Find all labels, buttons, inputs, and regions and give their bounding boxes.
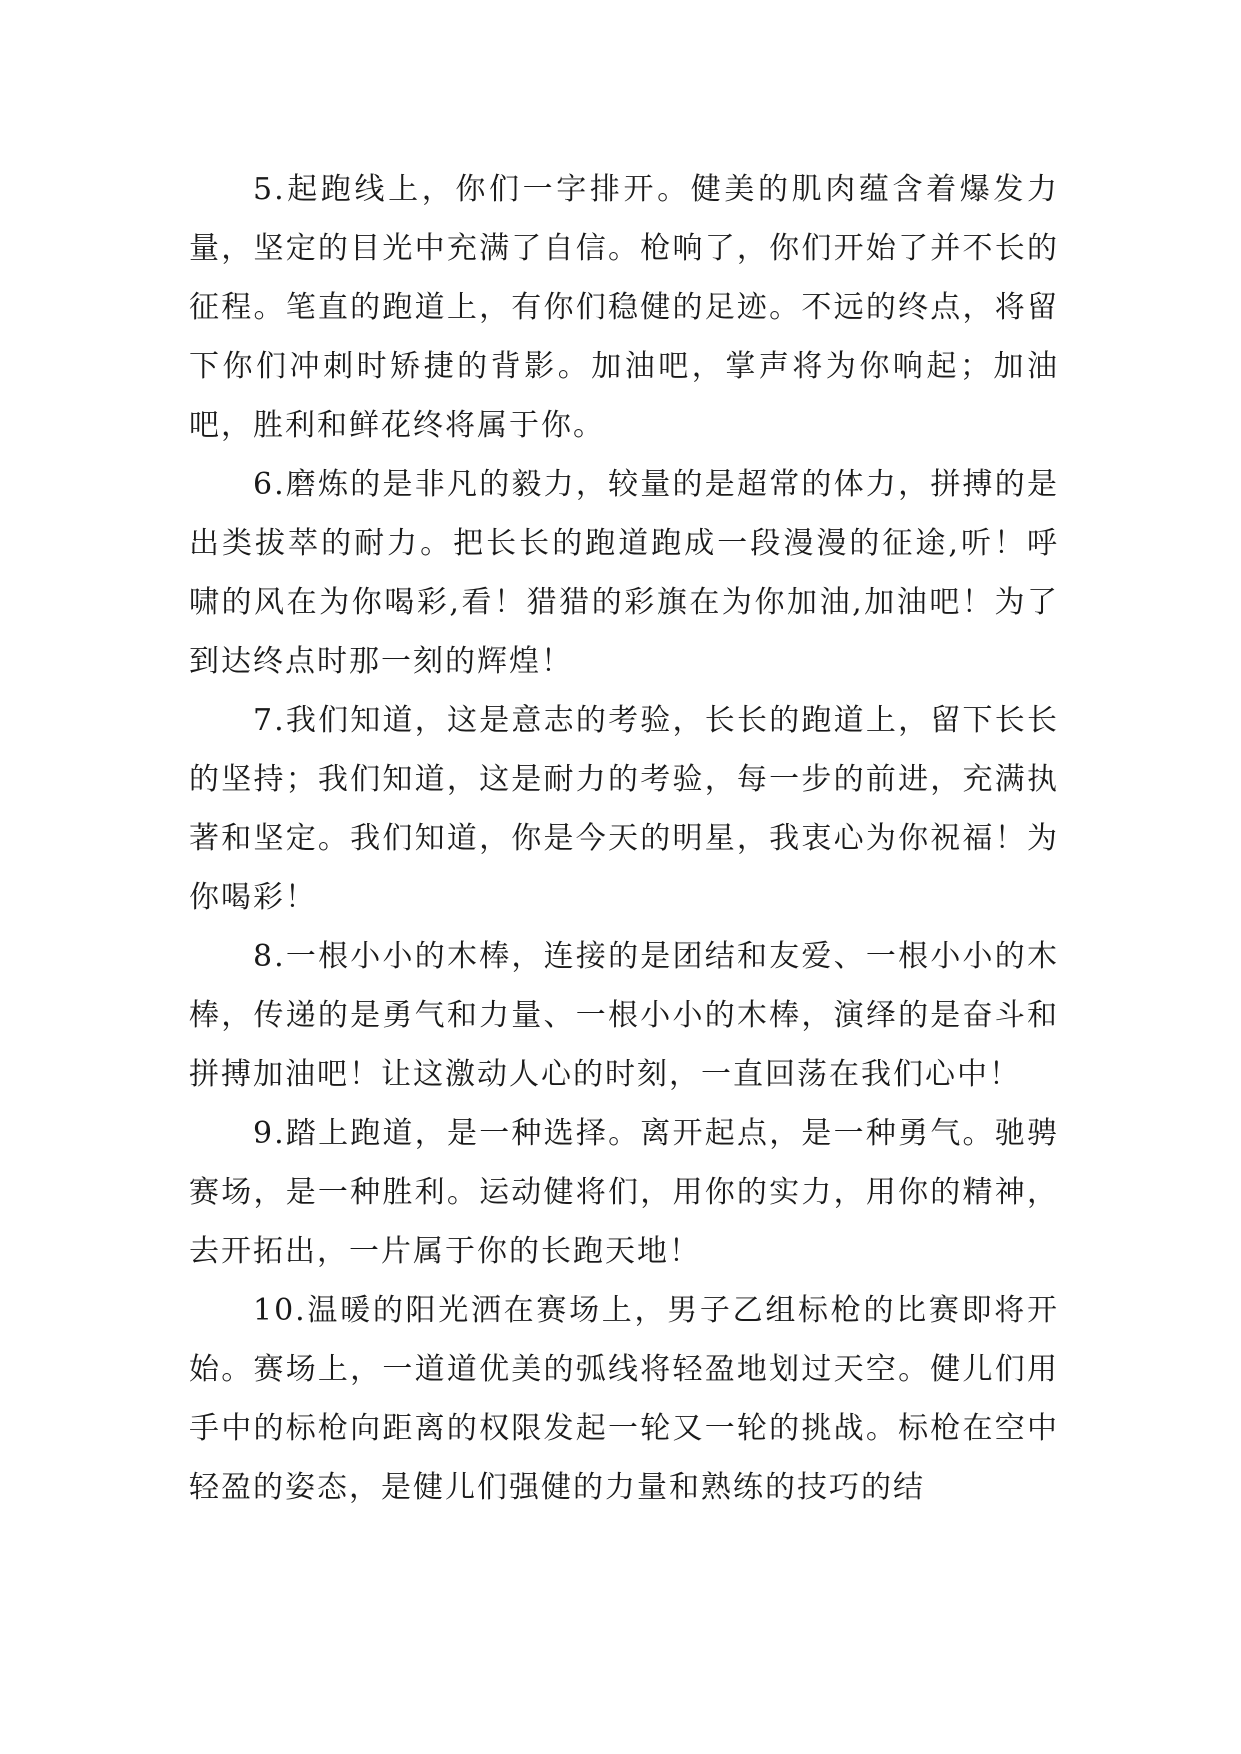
document-body [189, 160, 1059, 1517]
paragraph-5: 5.起跑线上，你们一字排开。健美的肌肉蕴含着爆发力量，坚定的目光中充满了自信。枪响了，你们开始了并不长的征程。笔直的跑道上，有你们稳健的足迹。不远的终点，将留下你们冲刺时矫捷的背影。加油吧，掌声将为你响起；加油吧，胜利和鲜花终将属于你。 [189, 172, 1059, 443]
paragraph-10: 10.温暖的阳光洒在赛场上，男子乙组标枪的比赛即将开始。赛场上，一道道优美的弧线将轻盈地划过天空。健儿们用手中的标枪向距离的权限发起一轮又一轮的挑战。标枪在空中轻盈的姿态，是健儿们强健的力量和熟练的技巧的结 [189, 1293, 1059, 1505]
paragraph-6: 6.磨炼的是非凡的毅力，较量的是超常的体力，拼搏的是出类拔萃的耐力。把长长的跑道跑成一段漫漫的征途,听！呼啸的风在为你喝彩,看！猎猎的彩旗在为你加油,加油吧！为了到达终点时那一刻的辉煌！ [189, 467, 1059, 679]
paragraph-9: 9.踏上跑道，是一种选择。离开起点，是一种勇气。驰骋赛场，是一种胜利。运动健将们，用你的实力，用你的精神，去开拓出，一片属于你的长跑天地！ [189, 1116, 1059, 1269]
paragraph-8: 8.一根小小的木棒，连接的是团结和友爱、一根小小的木棒，传递的是勇气和力量、一根小小的木棒，演绎的是奋斗和拼搏加油吧！让这激动人心的时刻，一直回荡在我们心中！ [189, 939, 1059, 1092]
paragraph-7: 7.我们知道，这是意志的考验，长长的跑道上，留下长长的坚持；我们知道，这是耐力的考验，每一步的前进，充满执著和坚定。我们知道，你是今天的明星，我衷心为你祝福！为你喝彩！ [189, 703, 1059, 915]
